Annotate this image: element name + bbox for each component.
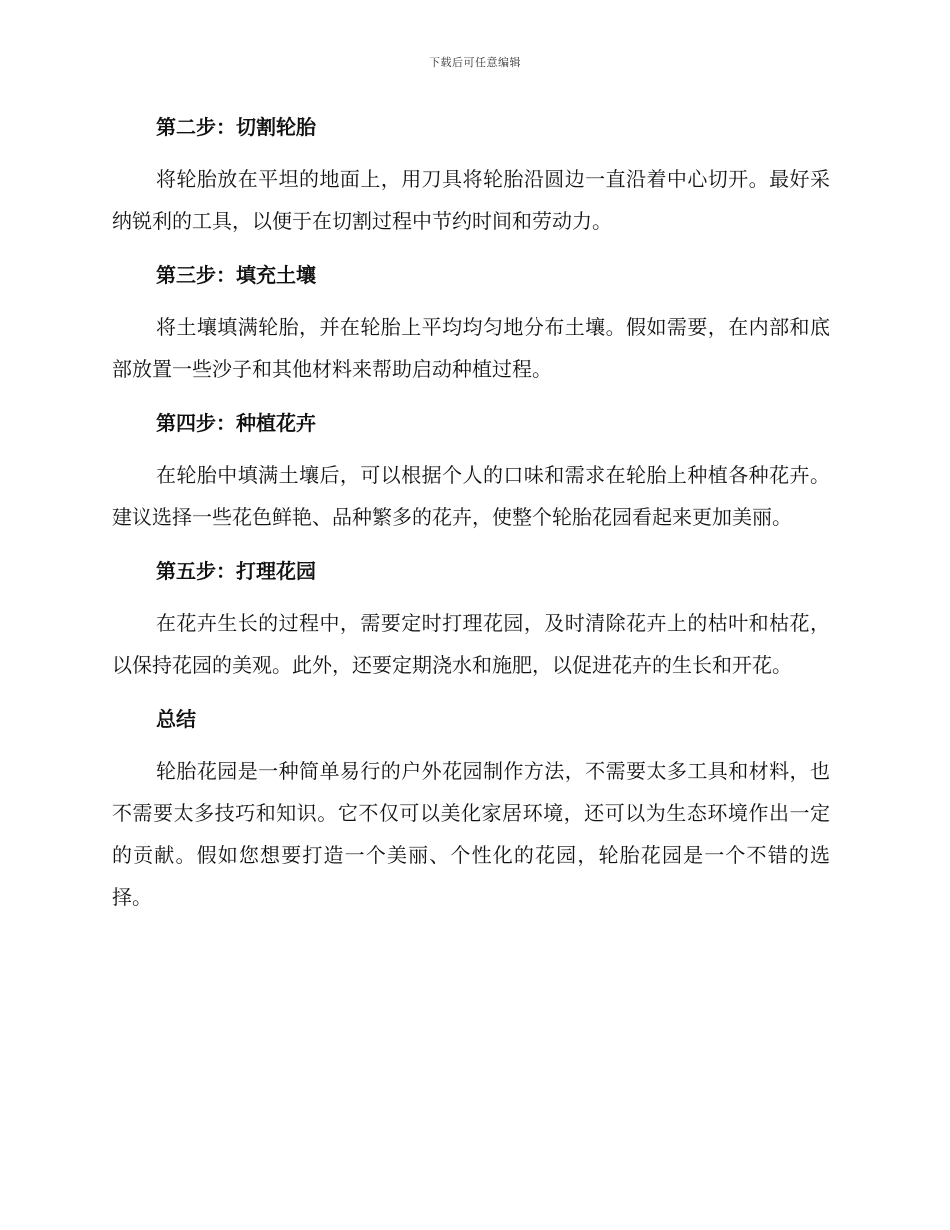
section-paragraph-step-five: 在花卉生长的过程中，需要定时打理花园，及时清除花卉上的枯叶和枯花，以保持花园的美观。此外，还要定期浇水和施肥，以促进花卉的生长和开花。 <box>112 611 830 677</box>
section-heading-step-four: 第四步：种植花卉 <box>156 411 316 435</box>
document-body <box>112 106 830 930</box>
section-heading-step-two: 第二步：切割轮胎 <box>156 115 316 139</box>
section-heading-summary: 总结 <box>156 707 196 731</box>
section-paragraph-step-two: 将轮胎放在平坦的地面上，用刀具将轮胎沿圆边一直沿着中心切开。最好采纳锐利的工具，以便于在切割过程中节约时间和劳动力。 <box>112 167 830 233</box>
section-heading-step-three: 第三步：填充土壤 <box>156 263 316 287</box>
section-paragraph-summary: 轮胎花园是一种简单易行的户外花园制作方法，不需要太多工具和材料，也不需要太多技巧和知识。它不仅可以美化家居环境，还可以为生态环境作出一定的贡献。假如您想要打造一个美丽、个性化的花园，轮胎花园是一个不错的选择。 <box>112 759 830 909</box>
section-heading-step-five: 第五步：打理花园 <box>156 559 316 583</box>
section-paragraph-step-four: 在轮胎中填满土壤后，可以根据个人的口味和需求在轮胎上种植各种花卉。建议选择一些花色鲜艳、品种繁多的花卉，使整个轮胎花园看起来更加美丽。 <box>112 463 830 529</box>
section-paragraph-step-three: 将土壤填满轮胎，并在轮胎上平均均匀地分布土壤。假如需要，在内部和底部放置一些沙子和其他材料来帮助启动种植过程。 <box>112 315 830 381</box>
page-header-note: 下载后可任意编辑 <box>429 56 521 69</box>
